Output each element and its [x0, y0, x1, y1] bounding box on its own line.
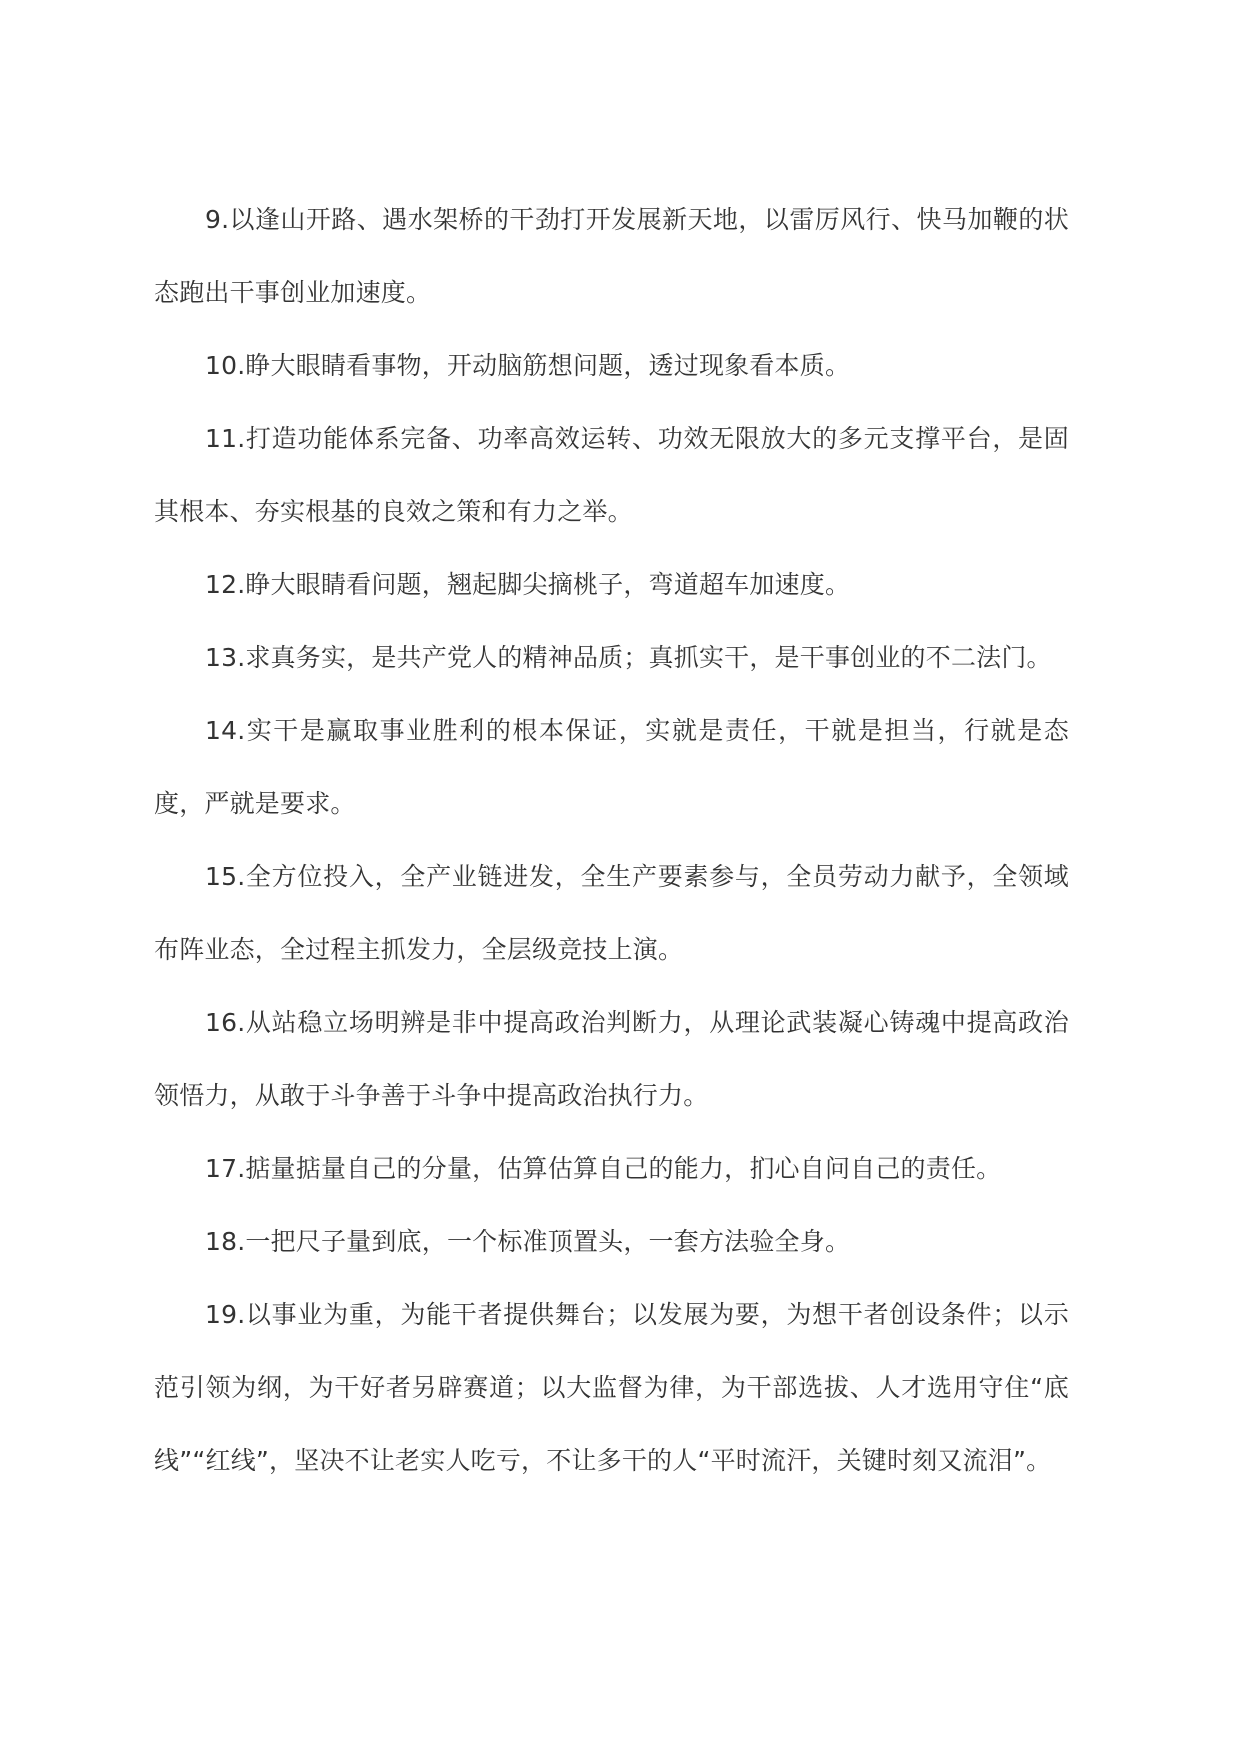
- paragraph-18: 18.一把尺子量到底，一个标准顶置头，一套方法验全身。: [205, 1227, 851, 1256]
- paragraph-19: 19.以事业为重，为能干者提供舞台；以发展为要，为想干者创设条件；以示范引领为纲，为干好者另辟赛道；以大监督为律，为干部选拔、人才选用守住“底线”“红线”，坚决不让老实人吃亏，不让多干的人“平时流汗，关键时刻又流泪”。: [154, 1300, 1069, 1475]
- paragraph-12: 12.睁大眼睛看问题，翘起脚尖摘桃子，弯道超车加速度。: [205, 570, 851, 599]
- paragraph-13: 13.求真务实，是共产党人的精神品质；真抓实干，是干事创业的不二法门。: [205, 643, 1052, 672]
- paragraph-11: 11.打造功能体系完备、功率高效运转、功效无限放大的多元支撑平台，是固其根本、夯实根基的良效之策和有力之举。: [154, 424, 1069, 526]
- paragraph-17: 17.掂量掂量自己的分量，估算估算自己的能力，扪心自问自己的责任。: [205, 1154, 1002, 1183]
- document-body: [154, 183, 1069, 1497]
- paragraph-16: 16.从站稳立场明辨是非中提高政治判断力，从理论武装凝心铸魂中提高政治领悟力，从敢于斗争善于斗争中提高政治执行力。: [154, 1008, 1069, 1110]
- paragraph-15: 15.全方位投入，全产业链进发，全生产要素参与，全员劳动力献予，全领域布阵业态，全过程主抓发力，全层级竞技上演。: [154, 862, 1069, 964]
- paragraph-10: 10.睁大眼睛看事物，开动脑筋想问题，透过现象看本质。: [205, 351, 851, 380]
- paragraph-14: 14.实干是赢取事业胜利的根本保证，实就是责任，干就是担当，行就是态度，严就是要求。: [154, 716, 1069, 818]
- paragraph-9: 9.以逢山开路、遇水架桥的干劲打开发展新天地，以雷厉风行、快马加鞭的状态跑出干事创业加速度。: [154, 205, 1069, 307]
